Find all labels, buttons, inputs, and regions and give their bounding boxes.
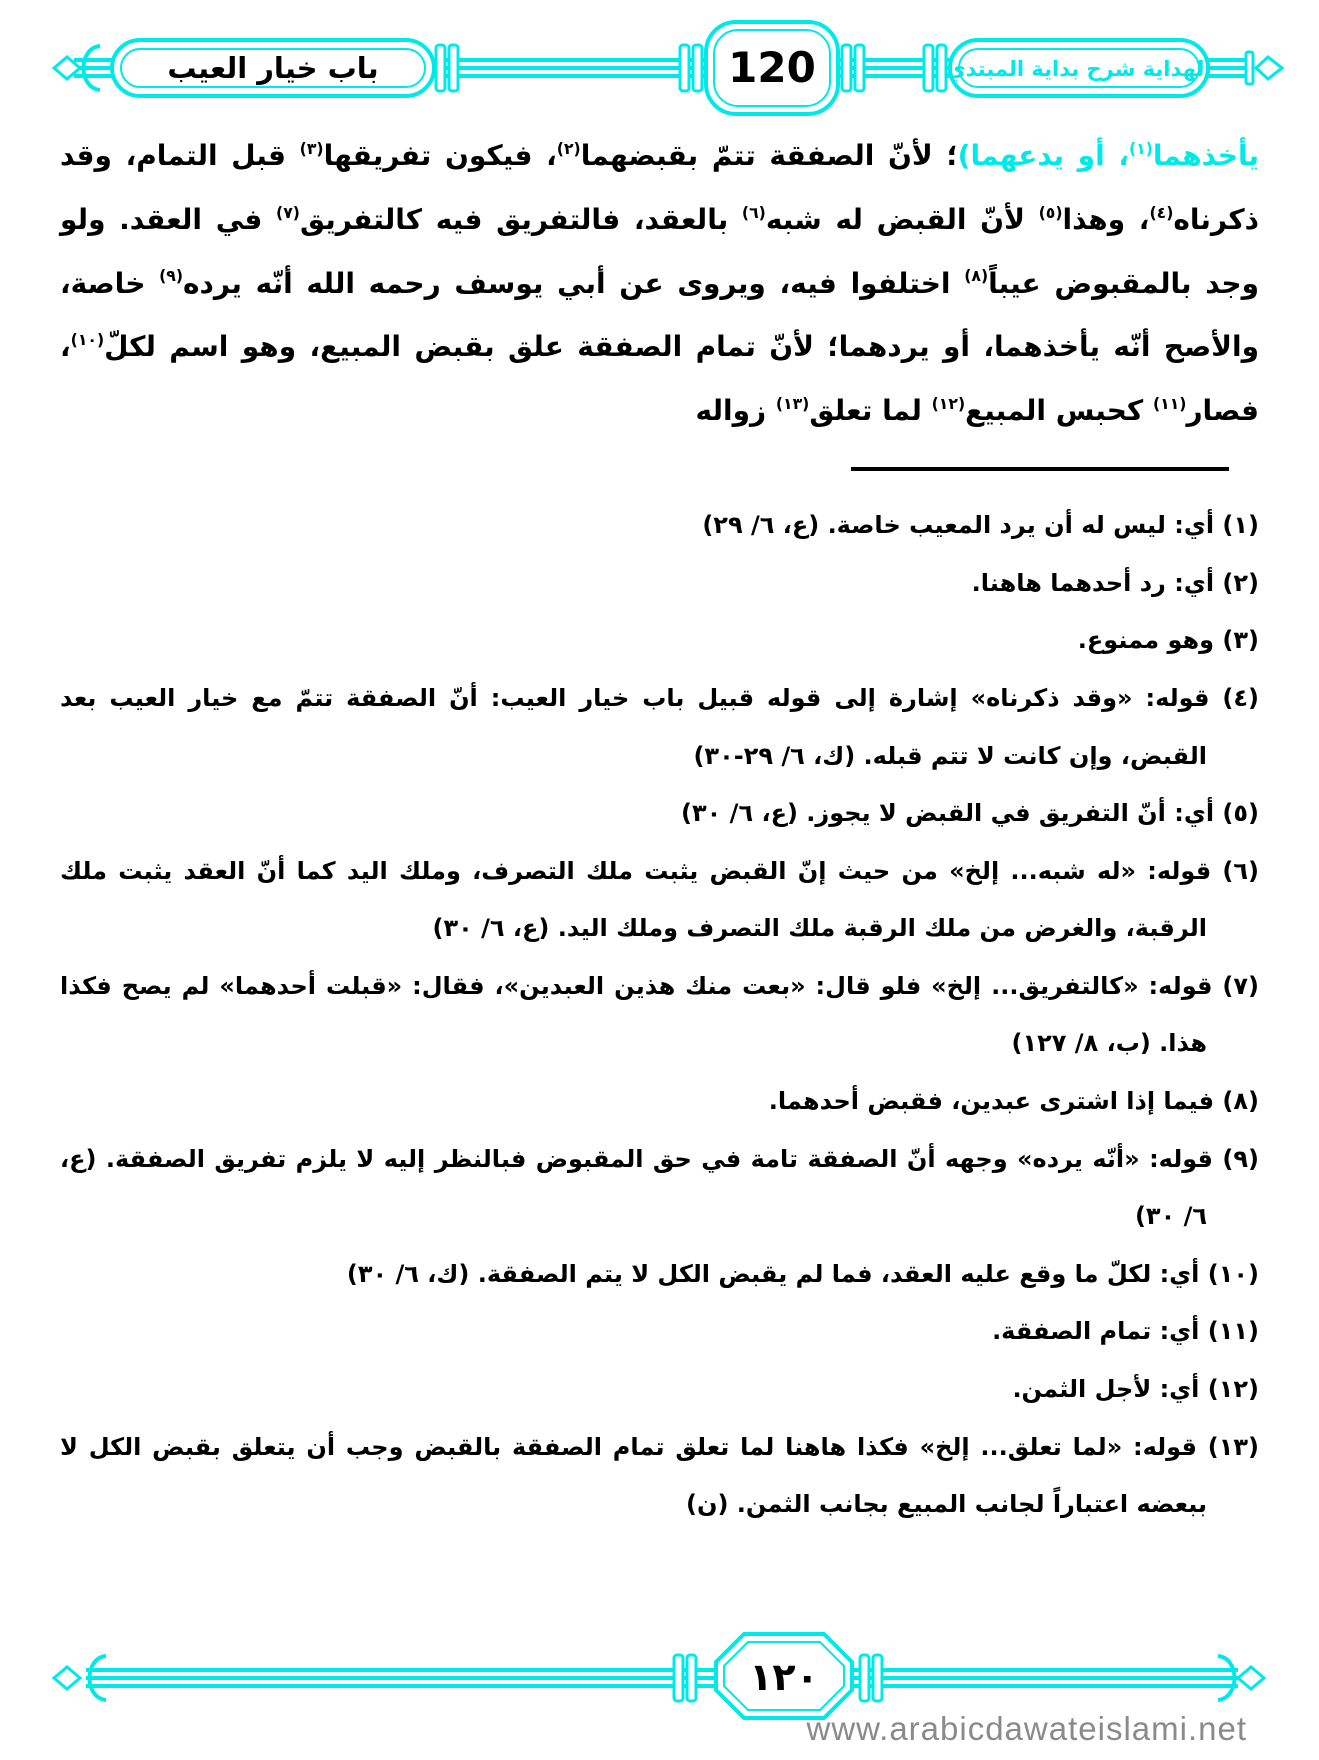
sharh-text: (١١): [1152, 394, 1187, 414]
footnotes-list: [60, 497, 1259, 1534]
sharh-text: (٦): [741, 202, 766, 222]
sharh-text: ، فيكون تفريقها: [323, 139, 557, 172]
sharh-text: بالعقد، فالتفريق فيه كالتفريق: [299, 202, 742, 236]
sharh-text: (٤): [1149, 202, 1174, 222]
sharh-text: قبل التمام، وقد ذكرناه: [60, 139, 1259, 236]
watermark-url: www.arabicdawateislami.net: [806, 1710, 1247, 1747]
sharh-text: (١٠): [70, 330, 105, 350]
matn-highlight-text: يأخذهما: [1152, 139, 1259, 172]
sharh-text: (٩): [159, 266, 184, 286]
sharh-text: في العقد. ولو وجد بالمقبوض عيباً: [60, 202, 1260, 300]
chapter-capsule: [112, 40, 434, 96]
body-text: [60, 124, 1259, 443]
sharh-text: زواله: [695, 394, 776, 428]
sharh-text: (٧): [276, 202, 300, 222]
sharh-text: ، فصار: [60, 330, 1259, 428]
footnote-item: (١٢) أي: لأجل الثمن.: [1012, 1375, 1259, 1404]
chapter-title: باب خيار العيب: [167, 51, 379, 85]
footnote-item: (١٠) أي: لكلّ ما وقع عليه العقد، فما لم يقبض الكل لا يتم الصفقة. (ك، ٦/ ٣٠): [346, 1259, 1259, 1288]
footnote-item: (٦) قوله: «له شبه... إلخ» من حيث إنّ القبض يثبت ملك التصرف، وملك اليد كما أنّ العقد يثبت ملك الرقبة، والغرض من ملك الرقبة ملك التصرف وملك اليد. (ع، ٦/ ٣٠): [60, 856, 1259, 943]
footnote-item: (١٣) قوله: «لما تعلق... إلخ» فكذا هاهنا لما تعلق تمام الصفقة بالقبض وجب أن يتعلق بقبض الكل لا ببعضه اعتباراً لجانب المبيع بجانب الثمن. (ن): [60, 1432, 1259, 1519]
matn-highlight-text: ، أو يدعهما): [957, 139, 1129, 172]
footer-page-number: ١٢٠: [749, 1655, 819, 1699]
footnote-item: (٨) فيما إذا اشترى عبدين، فقبض أحدهما.: [768, 1087, 1259, 1116]
footer-ornament: [0, 1630, 1319, 1722]
sharh-text: خاصة، والأصح أنّه يأخذهما، أو يردهما؛ لأنّ تمام الصفقة علق بقبض المبيع، وهو اسم لكلّ: [60, 266, 1259, 364]
sharh-text: لأنّ القبض له شبه: [765, 202, 1039, 236]
footnote-item: (١١) أي: تمام الصفقة.: [992, 1317, 1259, 1346]
triple-rule: [86, 1668, 1238, 1688]
footnote-item: (٥) أي: أنّ التفريق في القبض لا يجوز. (ع، ٦/ ٣٠): [681, 799, 1259, 828]
header-page-number: 120: [728, 43, 816, 92]
pen-nib-finial-icon: [1246, 52, 1282, 84]
title-capsule: [946, 40, 1211, 96]
sharh-text: (١٢): [931, 394, 966, 414]
footnote-item: (٧) قوله: «كالتفريق... إلخ» فلو قال: «بعت منك هذين العبدين»، فقال: «قبلت أحدهما» لم يصح فكذا هذا. (ب، ٨/ ١٢٧): [60, 971, 1259, 1058]
page-content: [60, 124, 1259, 1534]
sharh-text: (٣): [299, 138, 324, 158]
header-ornament: [0, 20, 1319, 116]
sharh-text: كحبس المبيع: [965, 394, 1153, 428]
sharh-text: لما تعلق: [809, 394, 932, 428]
sharh-text: (٢): [556, 138, 581, 158]
footnote-item: (٩) قوله: «أنّه يرده» وجهه أنّ الصفقة تامة في حق المقبوض فبالنظر إليه لا يلزم تفريق الصفقة. (ع، ٦/ ٣٠): [60, 1144, 1259, 1231]
sharh-text: ؛ لأنّ الصفقة تتمّ بقبضهما: [580, 139, 958, 172]
sharh-text: (٥): [1038, 202, 1063, 222]
footnote-item: (٢) أي: رد أحدهما هاهنا.: [971, 568, 1259, 597]
sharh-text: (٨): [964, 266, 989, 286]
sharh-text: (١٣): [775, 394, 810, 414]
footnote-item: (٤) قوله: «وقد ذكرناه» إشارة إلى قوله قبيل باب خيار العيب: أنّ الصفقة تتمّ مع خيار العيب بعد القبض، وإن كانت لا تتم قبله. (ك، ٦/ ٢٩-٣٠): [60, 683, 1259, 770]
sharh-text: اختلفوا فيه، ويروى عن أبي يوسف رحمه الله أنّه يرده: [183, 266, 965, 300]
matn-highlight-text: (١): [1128, 138, 1153, 158]
footer-page-number-cartouche: [716, 1634, 852, 1718]
sharh-text: ، وهذا: [1062, 202, 1150, 236]
footnote-separator-rule: [851, 467, 1229, 471]
book-title-calligraphy: الهداية شرح بداية المبتدي: [946, 57, 1212, 81]
page-number-capsule: [706, 22, 838, 114]
footnote-item: (١) أي: ليس له أن يرد المعيب خاصة. (ع، ٦/ ٢٩): [702, 511, 1259, 540]
footnote-item: (٣) وهو ممنوع.: [1077, 626, 1259, 655]
